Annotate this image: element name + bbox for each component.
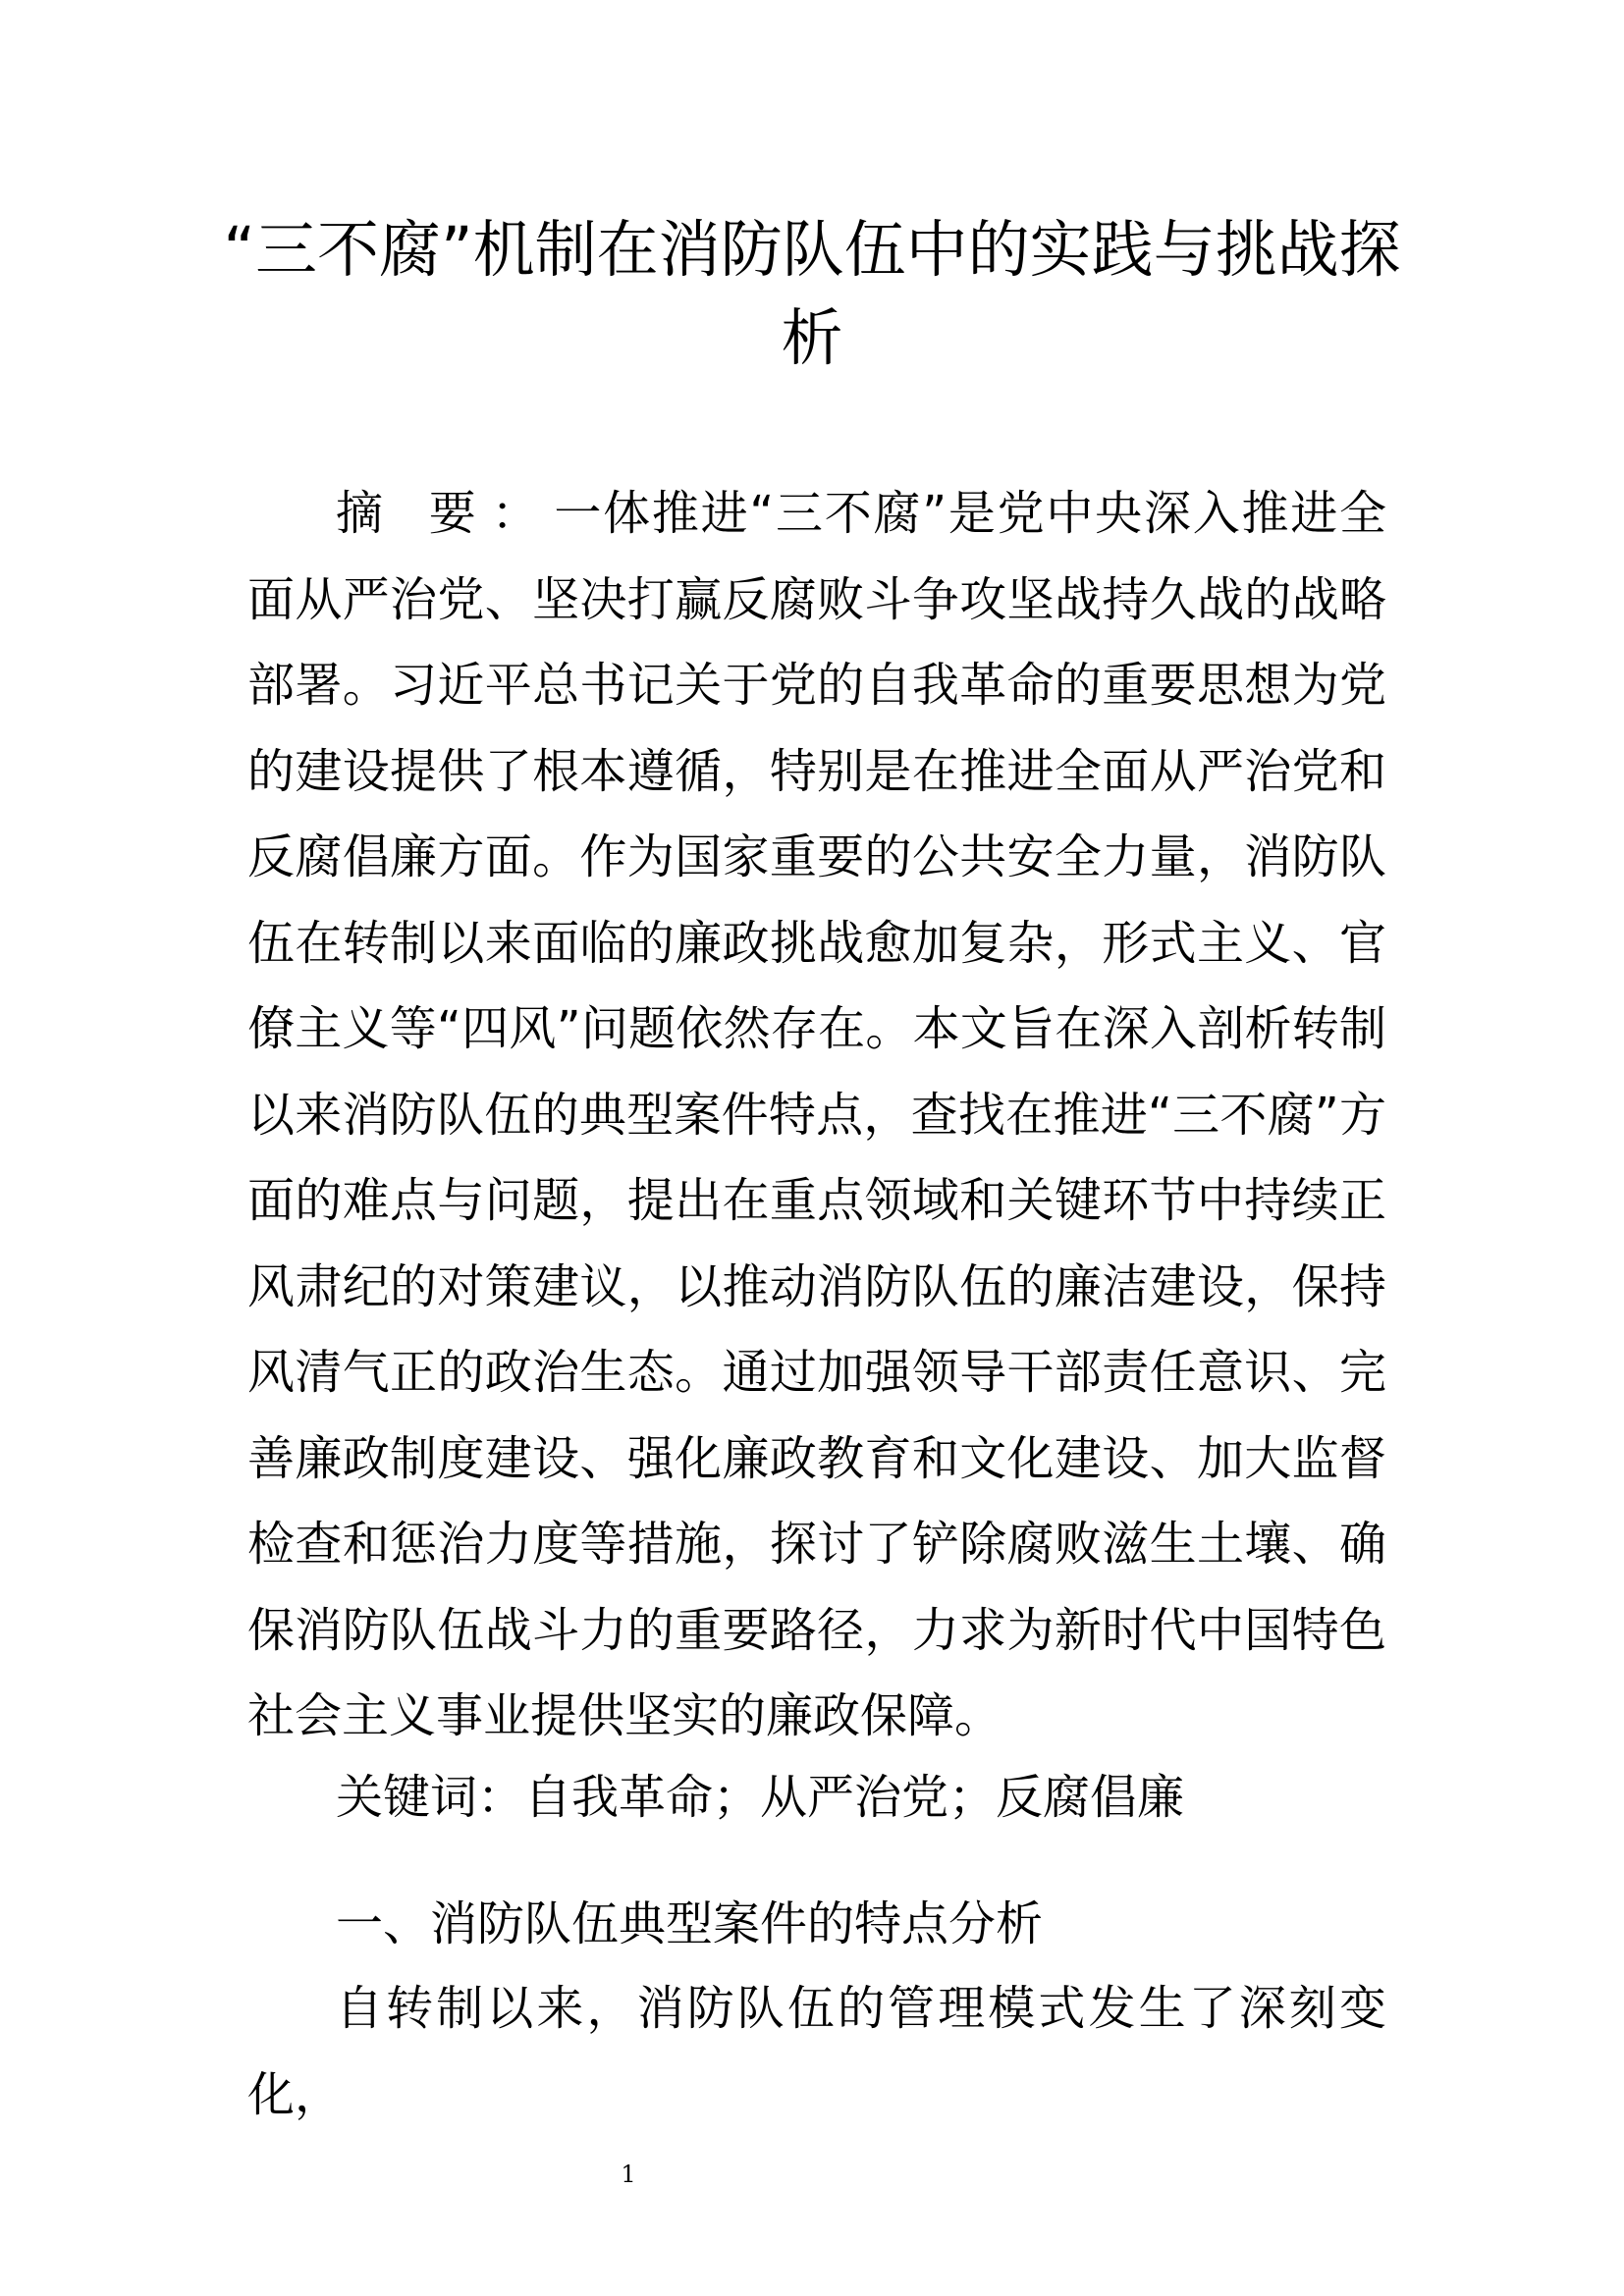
abstract-paragraph — [247, 471, 1386, 1760]
section-heading: 一、消防队伍典型案件的特点分析 — [336, 1896, 1044, 1951]
page-number: 1 — [621, 2161, 636, 2188]
keywords-paragraph — [247, 1755, 1386, 1842]
keywords-text: 自我革命；从严治党；反腐倡廉 — [524, 1770, 1185, 1825]
keywords-label: 关键词： — [336, 1770, 525, 1825]
document-title: “三不腐”机制在消防队伍中的实践与挑战探析 — [223, 214, 1401, 374]
abstract-text: 一体推进“三不腐”是党中央深入推进全面从严治党、坚决打赢反腐败斗争攻坚战持久战的战略部署。习近平总书记关于党的自我革命的重要思想为党的建设提供了根本遵循，特别是在推进全面从严治党和反腐倡廉方面。作为国家重要的公共安全力量，消防队伍在转制以来面临的廉政挑战愈加复杂，形式主义、官僚主义等“四风”问题依然存在。本文旨在深入剖析转制以来消防队伍的典型案件特点，查找在推进“三不腐”方面的难点与问题，提出在重点领域和关键环节中持续正风肃纪的对策建议，以推动消防队伍的廉洁建设，保持风清气正的政治生态。通过加强领导干部责任意识、完善廉政制度建设、强化廉政教育和文化建设、加大监督检查和惩治力度等措施，探讨了铲除腐败滋生土壤、确保消防队伍战斗力的重要路径，力求为新时代中国特色社会主义事业提供坚实的廉政保障。 — [247, 486, 1386, 1743]
section-paragraph: 自转制以来，消防队伍的管理模式发生了深刻变化， — [247, 1981, 1386, 2122]
abstract-label: 摘 要： — [336, 486, 555, 541]
